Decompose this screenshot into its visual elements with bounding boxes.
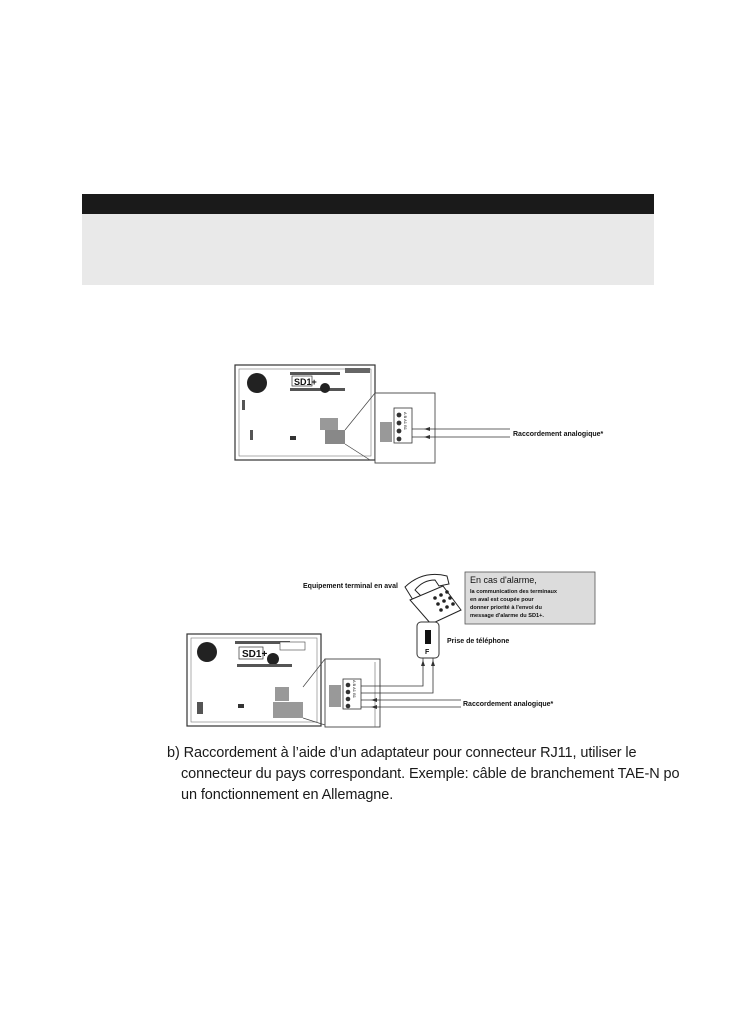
device-label: SD1+ bbox=[242, 649, 268, 660]
socket-letter: F bbox=[425, 649, 430, 656]
note-line: en aval est coupée pour bbox=[470, 597, 534, 603]
connection-label: Raccordement analogique* bbox=[513, 431, 604, 438]
terminal-labels: A B A1 B1 bbox=[403, 412, 408, 431]
speaker-icon bbox=[197, 642, 217, 662]
note-line: la communication des terminaux bbox=[470, 589, 558, 595]
socket-label: Prise de téléphone bbox=[447, 638, 510, 645]
terminal-equipment-label: Equipement terminal en aval bbox=[303, 583, 398, 590]
section-info-box bbox=[82, 214, 654, 285]
caption-line-3: un fonctionnement en Allemagne. bbox=[181, 787, 394, 803]
knob-icon bbox=[267, 653, 279, 665]
terminal-block bbox=[394, 408, 412, 443]
knob-icon bbox=[320, 383, 330, 393]
caption-line-2: connecteur du pays correspondant. Exemple: câble de branchement TAE-N po bbox=[181, 766, 680, 782]
note-line: donner priorité à l'envoi du bbox=[470, 605, 542, 611]
connector-block bbox=[320, 418, 338, 430]
figure-1-wiring-diagram bbox=[230, 360, 604, 470]
note-line: message d'alarme du SD1+. bbox=[470, 613, 544, 619]
note-title: En cas d'alarme, bbox=[470, 575, 537, 585]
connection-label: Raccordement analogique* bbox=[463, 701, 554, 708]
caption-paragraph bbox=[167, 743, 680, 806]
connector-block bbox=[275, 687, 289, 701]
telephone-icon bbox=[405, 574, 461, 624]
figure-2-wiring-diagram bbox=[185, 562, 605, 732]
terminal-labels: A B A1 B1 bbox=[352, 680, 357, 699]
terminal-block bbox=[343, 679, 361, 709]
device-label: SD1+ bbox=[294, 377, 317, 387]
caption-line-1: b) Raccordement à l’aide d’un adaptateur pour connecteur RJ11, utiliser le bbox=[167, 745, 637, 761]
section-header-bar bbox=[82, 194, 654, 214]
speaker-icon bbox=[247, 373, 267, 393]
